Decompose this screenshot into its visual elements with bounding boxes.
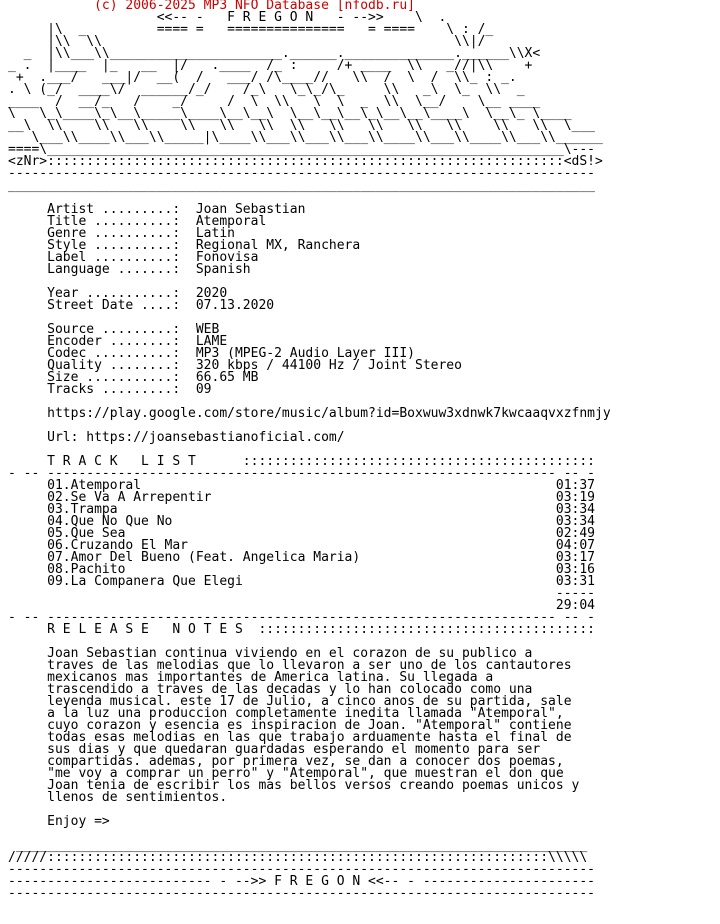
nfo-line: "me voy a comprar un perro" y "Atemporal", que muestran el don que bbox=[8, 766, 564, 781]
nfo-line: |\ _ ==== = =============== = ==== \ : /_ bbox=[8, 22, 494, 37]
nfo-line: 02.Se Va A Arrepentir 03:19 bbox=[8, 490, 595, 505]
nfo-line: Quality ........: 320 kbps / 44100 Hz / Joint Stereo bbox=[8, 358, 462, 373]
nfo-line: 01.Atemporal 01:37 bbox=[8, 478, 595, 493]
nfo-line: <zNr>::::::::::::::::::::::::::::::::::::::::::::::::::::::::::::::::::<dS!> bbox=[8, 154, 603, 169]
nfo-line: Street Date ....: 07.13.2020 bbox=[8, 298, 275, 313]
nfo-line: leyenda musical. este 17 de Julio, a cinco anos de su partida, sale bbox=[8, 694, 572, 709]
nfo-line: - -- ----------------------------------------------------------------- -- - bbox=[8, 610, 595, 625]
nfo-line: --------------------------------------------------------------------------- bbox=[8, 862, 595, 877]
nfo-line: Tracks .........: 09 bbox=[8, 382, 212, 397]
nfo-line: + .___/ ___|/ __( / ___/ /\____// \\ / \ / \\_ : _. bbox=[8, 70, 517, 85]
nfo-line: traves de las melodias que lo llevaron a ser uno de los cantautores bbox=[8, 658, 572, 673]
nfo-line: \ \_\____\_\__\_____\____\__\__\ \__\__\__\_\__\__\____\ \__\_ \____ bbox=[8, 106, 572, 121]
nfo-line: cuyo corazon y esencia es inspiracion de Joan. "Atemporal" contiene bbox=[8, 718, 572, 733]
nfo-line: <<-- - F R E G O N - -->> \ . bbox=[8, 10, 447, 25]
nfo-line: 04.Que No Que No 03:34 bbox=[8, 514, 595, 529]
nfo-line: _ . |____ |_ __ |/ .____ /_ : /+ ____ \\ _//|\\ + bbox=[8, 58, 533, 73]
nfo-line: mexicanos mas importantes de America latina. Su llegada a bbox=[8, 670, 494, 685]
nfo-line: Enjoy => bbox=[8, 814, 110, 829]
nfo-line: trascendido a traves de las decadas y lo han colocado como una bbox=[8, 682, 533, 697]
nfo-line: 06.Cruzando El Mar 04:07 bbox=[8, 538, 595, 553]
nfo-line: --------------------------------------------------------------------------- bbox=[8, 886, 595, 901]
nfo-line: https://play.google.com/store/music/album?id=Boxwuw3xdnwk7kwcaaqvxzfnmjy bbox=[8, 406, 611, 421]
nfo-line: Joan Sebastian continua viviendo en el corazon de su publico a bbox=[8, 646, 533, 661]
nfo-line: - -- ----------------------------------------------------------------- -- - bbox=[8, 466, 595, 481]
nfo-line: 05.Que Sea 02:49 bbox=[8, 526, 595, 541]
nfo-line: Style ..........: Regional MX, Ranchera bbox=[8, 238, 361, 253]
nfo-line: Url: https://joansebastianoficial.com/ bbox=[8, 430, 345, 445]
nfo-line: Encoder ........: LAME bbox=[8, 334, 228, 349]
nfo-line: T R A C K L I S T ::::::::::::::::::::::::::::::::::::::::::::: bbox=[8, 454, 595, 469]
nfo-line: Title ..........: Atemporal bbox=[8, 214, 267, 229]
nfo-line: -------------------------- - -->> F R E G O N <<-- - ---------------------- bbox=[8, 874, 595, 889]
nfo-line: ====\__________________________________________________________________\--- bbox=[8, 142, 595, 157]
nfo-line: sus dias y que quedaran guardadas esperando el momento para ser bbox=[8, 742, 541, 757]
nfo-line: --------------------------------------------------------------------------- bbox=[8, 166, 595, 181]
nfo-line: Size ...........: 66.65 MB bbox=[8, 370, 259, 385]
nfo-line: /////::::::::::::::::::::::::::::::::::::::::::::::::::::::::::::::::\\\\\ bbox=[8, 850, 588, 865]
nfo-line: 03.Trampa 03:34 bbox=[8, 502, 595, 517]
nfo-line: __\ \\ \\ \\ \\ \\ \\ \\ \\ \\ \\ \\ \\ \\ \___ bbox=[8, 118, 595, 133]
nfo-line: a la luz una produccion completamente inedita llamada "Atemporal", bbox=[8, 706, 564, 721]
nfo-line: Artist .........: Joan Sebastian bbox=[8, 202, 306, 217]
nfo-line: R E L E A S E N O T E S ::::::::::::::::::::::::::::::::::::::::::: bbox=[8, 622, 595, 637]
nfo-line: Year ...........: 2020 bbox=[8, 286, 228, 301]
nfo-line: Codec ..........: MP3 (MPEG-2 Audio Layer III) bbox=[8, 346, 415, 361]
nfo-line: Genre ..........: Latin bbox=[8, 226, 235, 241]
nfo-line: . \ (_/ ____\/ ______/_/ /_\ \_\_/\_ \\ _\ \_ \\ _ bbox=[8, 82, 525, 97]
nfo-line: compartidas. ademas, por primera vez, se dan a conocer dos poemas, bbox=[8, 754, 564, 769]
nfo-line: Label ..........: Fonovisa bbox=[8, 250, 259, 265]
nfo-line: 29:04 bbox=[8, 598, 595, 613]
nfo-line: ----- bbox=[8, 586, 595, 601]
nfo-line: 08.Pachito 03:16 bbox=[8, 562, 595, 577]
nfo-line: Source .........: WEB bbox=[8, 322, 220, 337]
nfo-line: ____ / __/_ / _/ / \ \\ \ \ _ \\ \__/ \__ ____ bbox=[8, 94, 541, 109]
nfo-line: \___\\____\\___\\_____|\____\\___\\___\\___\\____\\___\\____\\___\\______ bbox=[8, 130, 603, 145]
nfo-header-line: (c) 2006-2025 MP3 NFO Database [nfodb.ru] bbox=[8, 0, 415, 13]
nfo-line: Joan tenia de escribir los mas bellos versos creando poemas unicos y bbox=[8, 778, 580, 793]
nfo-line: Language .......: Spanish bbox=[8, 262, 251, 277]
nfo-line: 07.Amor Del Bueno (Feat. Angelica Maria) 03:17 bbox=[8, 550, 595, 565]
nfo-line: ___________________________________________________________________________ bbox=[8, 178, 595, 193]
nfo-line: 09.La Companera Que Elegi 03:31 bbox=[8, 574, 595, 589]
nfo-line: llenos de sentimientos. bbox=[8, 790, 228, 805]
nfo-line: |\\ \\ \\|/ bbox=[8, 34, 486, 49]
nfo-line: todas esas melodias en las que trabajo arduamente hasta el final de bbox=[8, 730, 572, 745]
nfo-line: _________________________________________________________________________ bbox=[8, 838, 588, 853]
nfo-line: _ |\\___\\______________________.______.______________.______\\X< bbox=[8, 46, 541, 61]
